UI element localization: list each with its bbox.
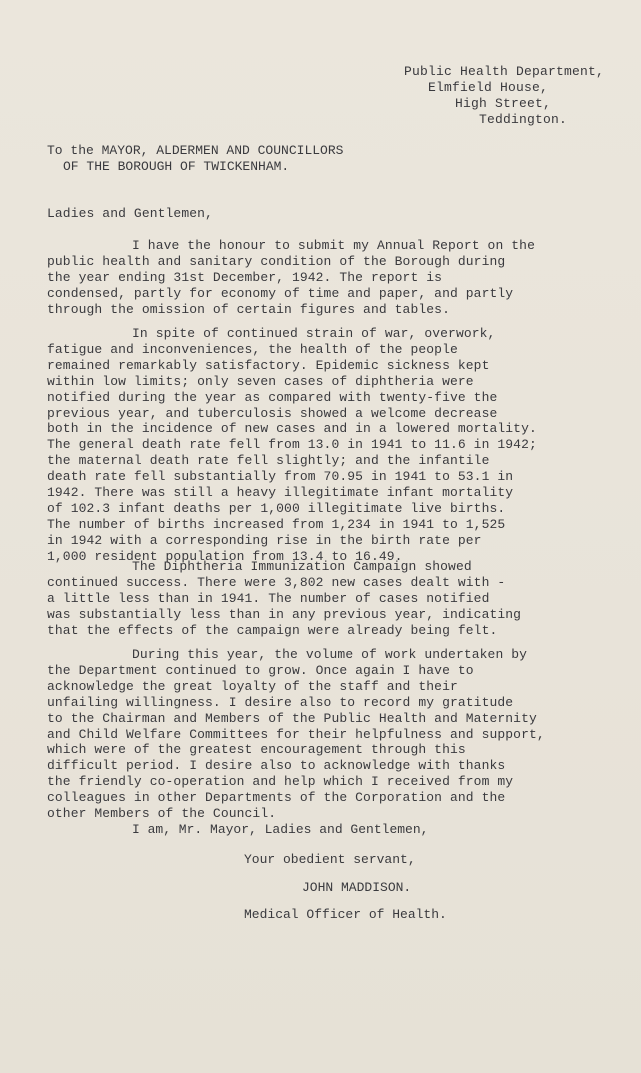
closing-line: I am, Mr. Mayor, Ladies and Gentlemen,	[132, 822, 429, 837]
signatory-name: JOHN MADDISON.	[302, 880, 412, 895]
paragraph-line: to the Chairman and Members of the Public Health and Maternity	[47, 710, 537, 726]
paragraph-line: difficult period. I desire also to acknowledge with thanks	[47, 758, 506, 774]
addressee-line-2: OF THE BOROUGH OF TWICKENHAM.	[63, 159, 290, 174]
paragraph-2	[47, 326, 607, 565]
address-line-2: Elmfield House,	[428, 80, 549, 95]
address-line-1: Public Health Department,	[404, 64, 605, 79]
paragraph-line: a little less than in 1941. The number of cases notified	[47, 590, 490, 606]
paragraph-line: was substantially less than in any previous year, indicating	[47, 606, 522, 622]
paragraph-3	[47, 559, 607, 639]
paragraph-line: I have the honour to submit my Annual Report on the	[132, 238, 535, 253]
paragraph-line: within low limits; only seven cases of diphtheria were	[47, 373, 474, 389]
paragraph-line: notified during the year as compared with twenty-five the	[47, 389, 498, 405]
paragraph-line: the friendly co-operation and help which I received from my	[47, 774, 514, 790]
paragraph-line: unfailing willingness. I desire also to record my gratitude	[47, 694, 514, 710]
signatory-title: Medical Officer of Health.	[244, 907, 447, 922]
paragraph-line: previous year, and tuberculosis showed a welcome decrease	[47, 405, 498, 421]
paragraph-line: in 1942 with a corresponding rise in the birth rate per	[47, 532, 482, 548]
paragraph-line: both in the incidence of new cases and in a lowered mortality.	[47, 421, 537, 437]
paragraph-line: 1942. There was still a heavy illegitimate infant mortality	[47, 485, 514, 501]
paragraph-line: The general death rate fell from 13.0 in 1941 to 11.6 in 1942;	[47, 437, 537, 453]
paragraph-1	[47, 238, 607, 318]
paragraph-line: condensed, partly for economy of time and paper, and partly	[47, 285, 514, 301]
paragraph-line: continued success. There were 3,802 new cases dealt with -	[47, 574, 506, 590]
paragraph-4	[47, 647, 607, 822]
paragraph-line: the Department continued to grow. Once again I have to	[47, 662, 474, 678]
paragraph-line: other Members of the Council.	[47, 806, 277, 822]
paragraph-line: During this year, the volume of work undertaken by	[132, 647, 528, 662]
paragraph-line: death rate fell substantially from 70.95 in 1941 to 53.1 in	[47, 469, 514, 485]
paragraph-line: remained remarkably satisfactory. Epidemic sickness kept	[47, 357, 490, 373]
address-line-4: Teddington.	[479, 112, 568, 127]
paragraph-line: The number of births increased from 1,234 in 1941 to 1,525	[47, 516, 506, 532]
paragraph-line: 1,000 resident population from 13.4 to 16.49.	[47, 548, 403, 564]
valediction: Your obedient servant,	[244, 852, 416, 867]
paragraph-line: that the effects of the campaign were already being felt.	[47, 622, 498, 638]
paragraph-line: the maternal death rate fell slightly; and the infantile	[47, 453, 490, 469]
paragraph-line: and Child Welfare Committees for their helpfulness and support,	[47, 726, 545, 742]
paragraph-line: In spite of continued strain of war, overwork,	[132, 326, 496, 341]
paragraph-line: colleagues in other Departments of the Corporation and the	[47, 790, 506, 806]
paragraph-line: which were of the greatest encouragement through this	[47, 742, 466, 758]
paragraph-line: fatigue and inconveniences, the health of the people	[47, 341, 458, 357]
paragraph-line: of 102.3 infant deaths per 1,000 illegitimate live births.	[47, 500, 506, 516]
paragraph-line: The Diphtheria Immunization Campaign showed	[132, 559, 472, 574]
addressee	[47, 143, 343, 175]
paragraph-line: the year ending 31st December, 1942. The report is	[47, 269, 443, 285]
paragraph-line: through the omission of certain figures and tables.	[47, 301, 450, 317]
addressee-line-1: To the MAYOR, ALDERMEN AND COUNCILLORS	[47, 143, 344, 158]
paragraph-line: public health and sanitary condition of the Borough during	[47, 253, 506, 269]
address-line-3: High Street,	[455, 96, 552, 111]
paragraph-line: acknowledge the great loyalty of the staff and their	[47, 678, 458, 694]
salutation: Ladies and Gentlemen,	[47, 206, 213, 221]
